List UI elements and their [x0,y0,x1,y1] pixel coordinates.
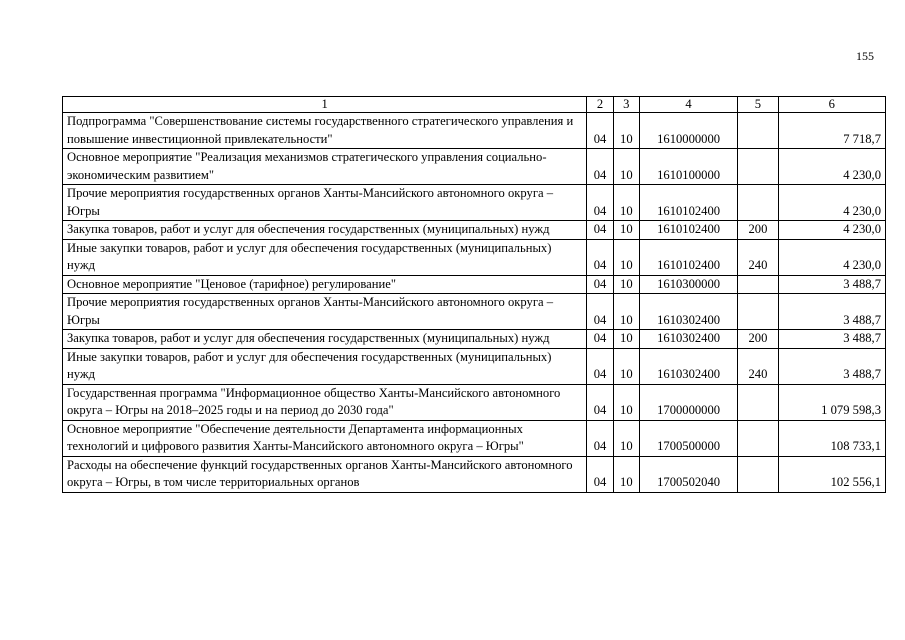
row-expense-type: 240 [738,239,778,275]
table-row [63,275,886,294]
row-expense-type [738,275,778,294]
row-section: 04 [587,185,613,221]
row-target-article: 1610102400 [639,185,737,221]
row-target-article: 1610302400 [639,330,737,349]
row-section: 04 [587,294,613,330]
row-target-article: 1610102400 [639,239,737,275]
header-col-3: 3 [613,97,639,113]
row-subsection: 10 [613,294,639,330]
row-amount: 4 230,0 [778,239,885,275]
row-amount: 1 079 598,3 [778,384,885,420]
row-expense-type: 240 [738,348,778,384]
table-row [63,384,886,420]
header-col-5: 5 [738,97,778,113]
row-name: Подпрограмма "Совершенствование системы государственного стратегического управления и повышение инвестиционной привлекательности" [63,113,587,149]
row-amount: 3 488,7 [778,330,885,349]
row-subsection: 10 [613,113,639,149]
table-row [63,420,886,456]
row-target-article: 1610300000 [639,275,737,294]
row-name: Расходы на обеспечение функций государственных органов Ханты-Мансийского автономного округа – Югры, в том числе территориальных органов [63,456,587,492]
table-row [63,221,886,240]
table-row [63,330,886,349]
row-subsection: 10 [613,221,639,240]
row-name: Иные закупки товаров, работ и услуг для обеспечения государственных (муниципальных) нужд [63,239,587,275]
row-name: Закупка товаров, работ и услуг для обеспечения государственных (муниципальных) нужд [63,330,587,349]
row-amount: 102 556,1 [778,456,885,492]
table-header-row [63,97,886,113]
row-expense-type [738,149,778,185]
header-col-2: 2 [587,97,613,113]
row-section: 04 [587,456,613,492]
row-section: 04 [587,420,613,456]
row-subsection: 10 [613,330,639,349]
row-name: Основное мероприятие "Обеспечение деятельности Департамента информационных технологий и цифрового развития Ханты-Мансийского автономного округа – Югры" [63,420,587,456]
row-subsection: 10 [613,348,639,384]
row-target-article: 1610302400 [639,348,737,384]
row-section: 04 [587,384,613,420]
row-target-article: 1700000000 [639,384,737,420]
table-row [63,113,886,149]
row-target-article: 1610100000 [639,149,737,185]
header-col-4: 4 [639,97,737,113]
row-amount: 3 488,7 [778,294,885,330]
row-section: 04 [587,113,613,149]
table-row [63,149,886,185]
row-expense-type [738,185,778,221]
row-subsection: 10 [613,384,639,420]
row-section: 04 [587,275,613,294]
row-name: Основное мероприятие "Реализация механизмов стратегического управления социально-экономическим развитием" [63,149,587,185]
row-section: 04 [587,330,613,349]
row-name: Закупка товаров, работ и услуг для обеспечения государственных (муниципальных) нужд [63,221,587,240]
row-section: 04 [587,239,613,275]
row-expense-type [738,113,778,149]
row-amount: 4 230,0 [778,221,885,240]
row-section: 04 [587,221,613,240]
table-row [63,185,886,221]
row-target-article: 1610102400 [639,221,737,240]
row-subsection: 10 [613,239,639,275]
row-section: 04 [587,348,613,384]
row-target-article: 1610000000 [639,113,737,149]
page-number: 155 [856,49,874,63]
table-row [63,294,886,330]
row-expense-type: 200 [738,330,778,349]
row-name: Прочие мероприятия государственных органов Ханты-Мансийского автономного округа – Югры [63,294,587,330]
row-name: Прочие мероприятия государственных органов Ханты-Мансийского автономного округа – Югры [63,185,587,221]
row-name: Основное мероприятие "Ценовое (тарифное) регулирование" [63,275,587,294]
row-subsection: 10 [613,456,639,492]
header-col-1: 1 [63,97,587,113]
row-subsection: 10 [613,275,639,294]
row-expense-type [738,294,778,330]
row-subsection: 10 [613,420,639,456]
row-section: 04 [587,149,613,185]
row-subsection: 10 [613,185,639,221]
row-expense-type [738,420,778,456]
row-target-article: 1700502040 [639,456,737,492]
row-amount: 4 230,0 [778,149,885,185]
row-amount: 108 733,1 [778,420,885,456]
row-expense-type [738,456,778,492]
row-expense-type: 200 [738,221,778,240]
row-amount: 4 230,0 [778,185,885,221]
table-row [63,239,886,275]
row-name: Государственная программа "Информационное общество Ханты-Мансийского автономного округа – Югры на 2018–2025 годы и на период до 2030 года" [63,384,587,420]
row-expense-type [738,384,778,420]
row-target-article: 1610302400 [639,294,737,330]
row-amount: 3 488,7 [778,275,885,294]
row-name: Иные закупки товаров, работ и услуг для обеспечения государственных (муниципальных) нужд [63,348,587,384]
table-row [63,348,886,384]
budget-table [62,96,886,493]
row-target-article: 1700500000 [639,420,737,456]
row-subsection: 10 [613,149,639,185]
row-amount: 3 488,7 [778,348,885,384]
header-col-6: 6 [778,97,885,113]
table-row [63,456,886,492]
row-amount: 7 718,7 [778,113,885,149]
